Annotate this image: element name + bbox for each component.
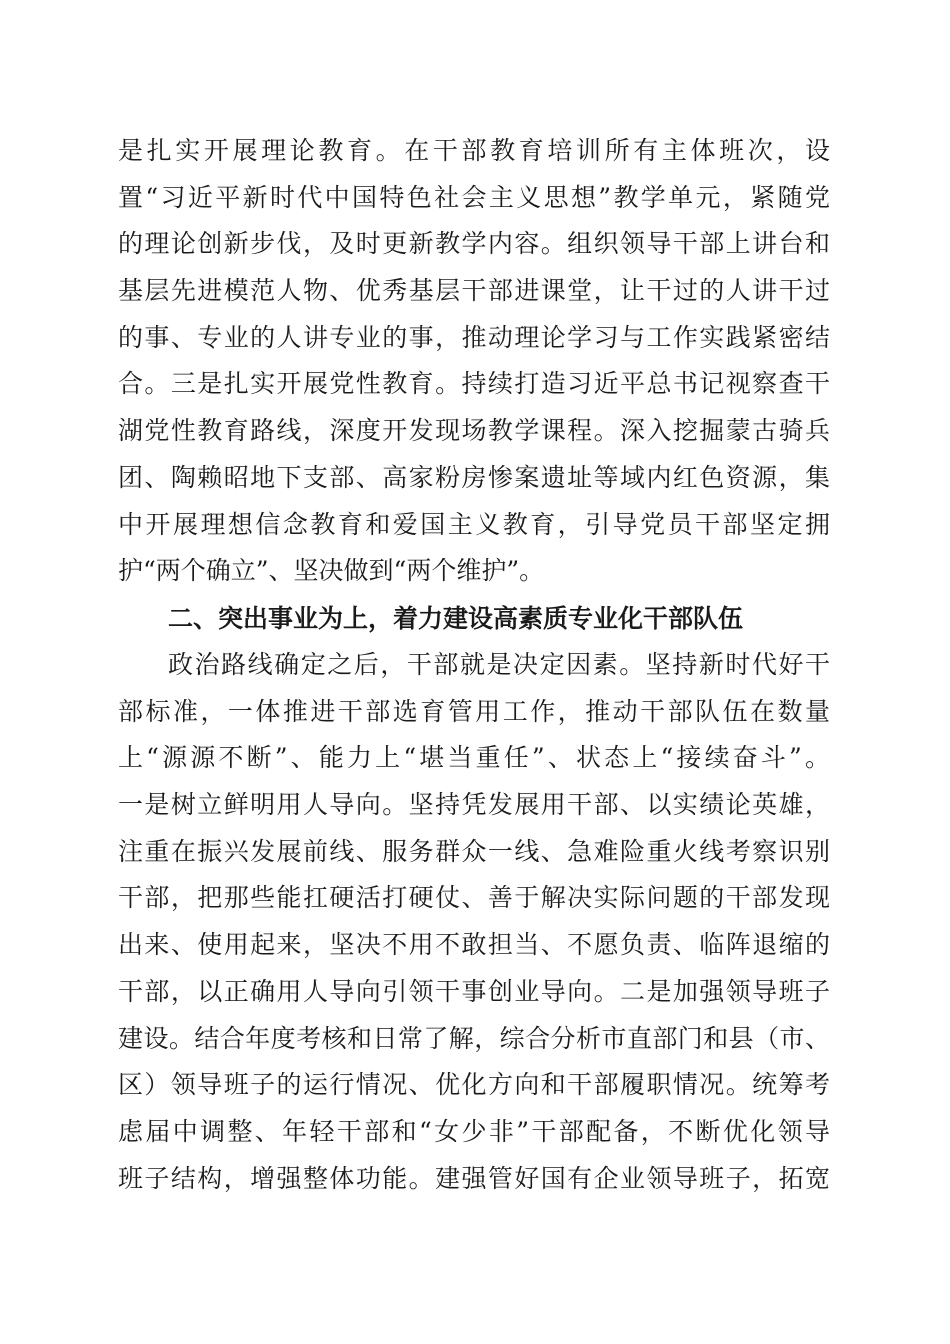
body-paragraph-2: [118, 642, 830, 1202]
text-line: 建设。结合年度考核和日常了解，综合分析市直部门和县（市、: [118, 1023, 830, 1053]
text-line: 一是树立鲜明用人导向。坚持凭发展用干部、以实绩论英雄，: [118, 790, 830, 820]
text-line: 的理论创新步伐，及时更新教学内容。组织领导干部上讲台和: [118, 229, 830, 259]
text-line: 班子结构，增强整体功能。建强管好国有企业领导班子，拓宽: [118, 1163, 830, 1193]
text-line: 湖党性教育路线，深度开发现场教学课程。深入挖掘蒙古骑兵: [118, 416, 830, 446]
text-line: 注重在振兴发展前线、服务群众一线、急难险重火线考察识别: [118, 836, 830, 866]
text-line: 中开展理想信念教育和爱国主义教育，引导党员干部坚定拥: [118, 509, 830, 539]
text-line: 合。三是扎实开展党性教育。持续打造习近平总书记视察查干: [118, 369, 830, 399]
text-line: 团、陶赖昭地下支部、高家粉房惨案遗址等域内红色资源，集: [118, 462, 830, 492]
text-line: 出来、使用起来，坚决不用不敢担当、不愿负责、临阵退缩的: [118, 930, 830, 960]
text-line: 虑届中调整、年轻干部和“女少非”干部配备，不断优化领导: [118, 1116, 830, 1146]
text-line: 置“习近平新时代中国特色社会主义思想”教学单元，紧随党: [118, 182, 830, 212]
text-line: 上“源源不断”、能力上“堪当重任”、状态上“接续奋斗”。: [118, 743, 830, 773]
text-line: 区）领导班子的运行情况、优化方向和干部履职情况。统筹考: [118, 1070, 830, 1100]
text-line: 是扎实开展理论教育。在干部教育培训所有主体班次，设: [118, 136, 830, 165]
text-line: 部标准，一体推进干部选育管用工作，推动干部队伍在数量: [118, 696, 830, 726]
text-line: 干部，以正确用人导向引领干事创业导向。二是加强领导班子: [118, 976, 830, 1006]
body-paragraph-1: [118, 128, 830, 595]
section-heading-text: 二、突出事业为上，着力建设高素质专业化干部队伍: [168, 604, 744, 633]
text-line: 基层先进模范人物、优秀基层干部进课堂，让干过的人讲干过: [118, 276, 830, 306]
section-heading: [118, 596, 830, 643]
text-line: 政治路线确定之后，干部就是决定因素。坚持新时代好干: [168, 650, 830, 679]
text-line: 护“两个确立”、坚决做到“两个维护”。: [118, 556, 545, 586]
text-line: 干部，把那些能扛硬活打硬仗、善于解决实际问题的干部发现: [118, 883, 830, 913]
text-line: 的事、专业的人讲专业的事，推动理论学习与工作实践紧密结: [118, 322, 830, 352]
